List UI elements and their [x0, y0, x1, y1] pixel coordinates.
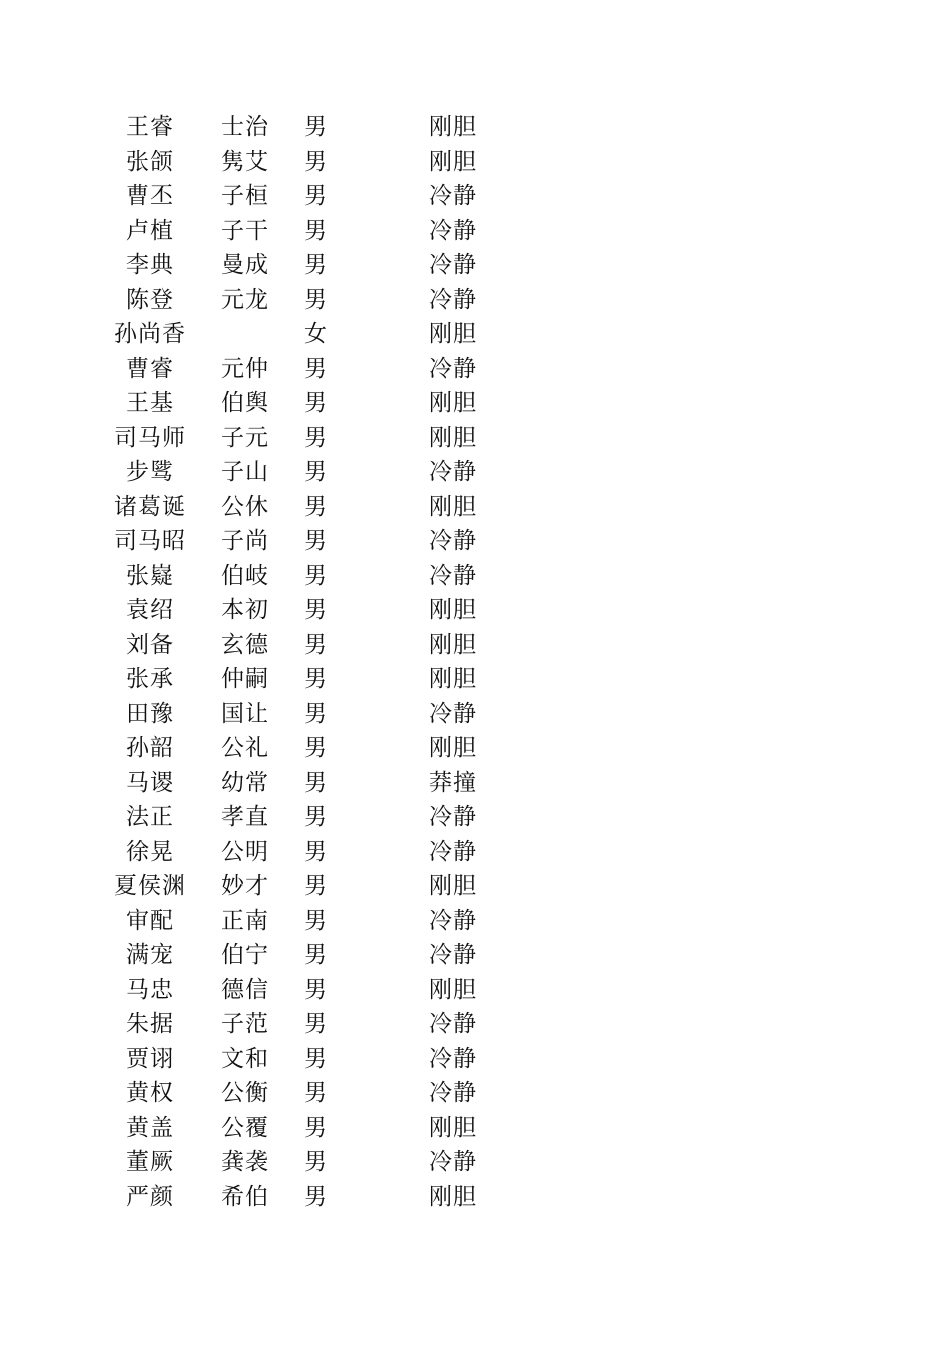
cell-gender: 男 [304, 114, 328, 140]
cell-courtesy-name: 元仲 [221, 355, 269, 382]
cell-name: 夏侯渊 [114, 873, 186, 899]
cell-name: 张颌 [126, 148, 174, 175]
cell-gender: 男 [304, 1183, 328, 1210]
cell-name: 马谡 [126, 769, 174, 796]
table-row [0, 179, 950, 214]
cell-trait: 冷静 [429, 942, 477, 968]
cell-name: 张承 [126, 666, 174, 692]
cell-name: 曹睿 [126, 355, 174, 382]
cell-gender: 男 [304, 735, 328, 761]
cell-trait: 冷静 [429, 183, 477, 209]
table-row [0, 938, 950, 973]
cell-gender: 男 [304, 942, 328, 968]
cell-courtesy-name: 伯舆 [221, 390, 269, 416]
cell-trait: 刚胆 [429, 114, 477, 140]
cell-trait: 刚胆 [429, 873, 477, 899]
table-row [0, 283, 950, 318]
cell-gender: 男 [304, 597, 328, 623]
cell-gender: 男 [304, 252, 328, 278]
table-row [0, 1042, 950, 1077]
table-row [0, 869, 950, 904]
cell-gender: 男 [304, 838, 328, 865]
table-row [0, 559, 950, 594]
cell-gender: 男 [304, 1045, 328, 1072]
cell-courtesy-name: 曼成 [221, 252, 269, 278]
table-row [0, 800, 950, 835]
cell-trait: 冷静 [429, 700, 477, 727]
cell-trait: 冷静 [429, 217, 477, 244]
cell-courtesy-name: 隽艾 [221, 148, 269, 175]
cell-trait: 刚胆 [429, 631, 477, 658]
table-row [0, 973, 950, 1008]
cell-trait: 刚胆 [429, 493, 477, 520]
cell-name: 曹丕 [126, 183, 174, 209]
cell-courtesy-name: 国让 [221, 700, 269, 727]
cell-trait: 冷静 [429, 907, 477, 934]
cell-name: 陈登 [126, 286, 174, 313]
cell-name: 袁绍 [126, 597, 174, 623]
table-row [0, 386, 950, 421]
cell-gender: 男 [304, 424, 328, 451]
cell-courtesy-name: 德信 [221, 976, 269, 1003]
table-row [0, 352, 950, 387]
table-row [0, 1076, 950, 1111]
table-row [0, 835, 950, 870]
cell-name: 诸葛诞 [114, 493, 186, 520]
cell-trait: 刚胆 [429, 976, 477, 1003]
cell-name: 黄权 [126, 1080, 174, 1106]
cell-name: 董厥 [126, 1149, 174, 1175]
cell-courtesy-name: 公明 [221, 838, 269, 865]
cell-gender: 男 [304, 493, 328, 520]
cell-trait: 冷静 [429, 562, 477, 589]
cell-courtesy-name: 公衡 [221, 1080, 269, 1106]
cell-gender: 男 [304, 1011, 328, 1037]
cell-gender: 男 [304, 631, 328, 658]
cell-courtesy-name: 本初 [221, 597, 269, 623]
cell-courtesy-name: 元龙 [221, 286, 269, 313]
cell-courtesy-name: 公礼 [221, 735, 269, 761]
cell-name: 审配 [126, 907, 174, 934]
cell-name: 朱据 [126, 1011, 174, 1037]
table-row [0, 904, 950, 939]
cell-gender: 女 [304, 321, 328, 347]
cell-gender: 男 [304, 907, 328, 934]
cell-name: 司马师 [114, 424, 186, 451]
cell-trait: 刚胆 [429, 1114, 477, 1141]
cell-trait: 冷静 [429, 1149, 477, 1175]
cell-trait: 刚胆 [429, 735, 477, 761]
table-row [0, 145, 950, 180]
cell-gender: 男 [304, 873, 328, 899]
cell-trait: 冷静 [429, 838, 477, 865]
cell-courtesy-name: 仲嗣 [221, 666, 269, 692]
cell-name: 马忠 [126, 976, 174, 1003]
cell-name: 徐晃 [126, 838, 174, 865]
table-row [0, 524, 950, 559]
cell-name: 李典 [126, 252, 174, 278]
table-row [0, 697, 950, 732]
cell-trait: 冷静 [429, 459, 477, 485]
cell-courtesy-name: 玄德 [221, 631, 269, 658]
cell-name: 步骘 [126, 459, 174, 485]
table-row [0, 317, 950, 352]
table-row [0, 1111, 950, 1146]
cell-gender: 男 [304, 286, 328, 313]
cell-courtesy-name: 正南 [221, 907, 269, 934]
table-row [0, 1007, 950, 1042]
cell-trait: 莽撞 [429, 769, 477, 796]
cell-courtesy-name: 希伯 [221, 1183, 269, 1210]
table-row [0, 110, 950, 145]
cell-courtesy-name: 伯宁 [221, 942, 269, 968]
cell-gender: 男 [304, 390, 328, 416]
cell-name: 孙尚香 [114, 321, 186, 347]
cell-gender: 男 [304, 1080, 328, 1106]
cell-gender: 男 [304, 976, 328, 1003]
cell-trait: 冷静 [429, 355, 477, 382]
table-row [0, 455, 950, 490]
cell-courtesy-name: 子山 [221, 459, 269, 485]
cell-trait: 刚胆 [429, 321, 477, 347]
cell-trait: 刚胆 [429, 148, 477, 175]
cell-courtesy-name: 子尚 [221, 528, 269, 554]
cell-courtesy-name: 士治 [221, 114, 269, 140]
cell-gender: 男 [304, 148, 328, 175]
cell-gender: 男 [304, 1114, 328, 1141]
table-row [0, 766, 950, 801]
table-row [0, 628, 950, 663]
cell-courtesy-name: 妙才 [221, 873, 269, 899]
cell-name: 刘备 [126, 631, 174, 658]
table-row [0, 731, 950, 766]
table-row [0, 421, 950, 456]
cell-name: 张嶷 [126, 562, 174, 589]
cell-gender: 男 [304, 459, 328, 485]
cell-name: 贾诩 [126, 1045, 174, 1072]
cell-trait: 刚胆 [429, 597, 477, 623]
cell-courtesy-name: 公休 [221, 493, 269, 520]
table-row [0, 1180, 950, 1215]
table-row [0, 593, 950, 628]
cell-gender: 男 [304, 217, 328, 244]
cell-trait: 冷静 [429, 1011, 477, 1037]
table-row [0, 1145, 950, 1180]
table-row [0, 248, 950, 283]
cell-trait: 冷静 [429, 1080, 477, 1106]
cell-gender: 男 [304, 562, 328, 589]
cell-trait: 刚胆 [429, 390, 477, 416]
table-row [0, 490, 950, 525]
cell-name: 法正 [126, 804, 174, 830]
cell-name: 田豫 [126, 700, 174, 727]
cell-gender: 男 [304, 769, 328, 796]
cell-name: 黄盖 [126, 1114, 174, 1141]
cell-courtesy-name: 孝直 [221, 804, 269, 830]
cell-courtesy-name: 子范 [221, 1011, 269, 1037]
cell-name: 严颜 [126, 1183, 174, 1210]
officer-table [0, 110, 950, 1214]
cell-trait: 冷静 [429, 286, 477, 313]
cell-courtesy-name: 伯岐 [221, 562, 269, 589]
cell-trait: 刚胆 [429, 1183, 477, 1210]
cell-gender: 男 [304, 1149, 328, 1175]
cell-name: 满宠 [126, 942, 174, 968]
cell-gender: 男 [304, 528, 328, 554]
cell-trait: 冷静 [429, 804, 477, 830]
cell-courtesy-name: 子桓 [221, 183, 269, 209]
cell-courtesy-name: 公覆 [221, 1114, 269, 1141]
table-row [0, 662, 950, 697]
cell-name: 王基 [126, 390, 174, 416]
cell-name: 司马昭 [114, 528, 186, 554]
cell-gender: 男 [304, 183, 328, 209]
cell-trait: 冷静 [429, 1045, 477, 1072]
cell-name: 王睿 [126, 114, 174, 140]
cell-courtesy-name: 龚袭 [221, 1149, 269, 1175]
cell-trait: 冷静 [429, 528, 477, 554]
cell-courtesy-name: 子元 [221, 424, 269, 451]
table-row [0, 214, 950, 249]
cell-courtesy-name: 幼常 [221, 769, 269, 796]
cell-courtesy-name: 子干 [221, 217, 269, 244]
cell-trait: 刚胆 [429, 424, 477, 451]
cell-gender: 男 [304, 700, 328, 727]
cell-gender: 男 [304, 355, 328, 382]
cell-trait: 冷静 [429, 252, 477, 278]
cell-name: 孙韶 [126, 735, 174, 761]
cell-gender: 男 [304, 804, 328, 830]
cell-trait: 刚胆 [429, 666, 477, 692]
cell-courtesy-name: 文和 [221, 1045, 269, 1072]
cell-name: 卢植 [126, 217, 174, 244]
cell-gender: 男 [304, 666, 328, 692]
